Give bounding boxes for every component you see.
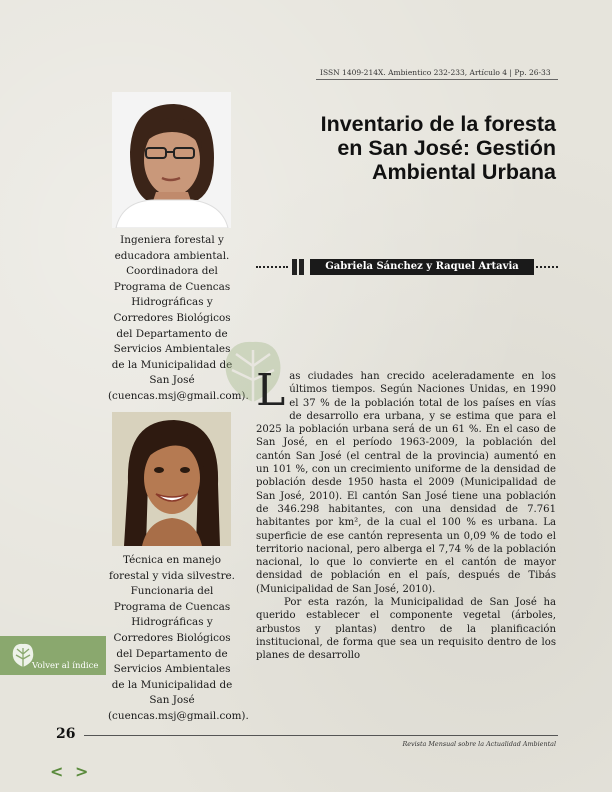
article-title <box>256 112 556 184</box>
author-names: Gabriela Sánchez y Raquel Artavia <box>310 259 534 275</box>
issn-header: ISSN 1409-214X. Ambientico 232-233, Artículo 4 | Pp. 26-33 <box>320 68 551 77</box>
dotted-rule-left <box>256 266 288 268</box>
author-bio-2: Técnica en manejo forestal y vida silvestre. Funcionaria del Programa de Cuencas Hidrográficas y Corredores Biológicos del Departamento de Servicios Ambientales de la Municipalidad de San José (cuencas.msj@gmail.com). <box>108 554 249 722</box>
title-line-3: Ambiental Urbana <box>372 160 556 184</box>
drop-cap: L <box>256 365 286 416</box>
dotted-rule-right <box>536 266 558 268</box>
header-rule <box>316 79 558 80</box>
journal-name: Revista Mensual sobre la Actualidad Ambiental <box>402 740 556 748</box>
author-bar <box>256 259 558 275</box>
paragraph-1 <box>256 365 556 596</box>
title-line-2: en San José: Gestión <box>337 136 556 160</box>
prev-page-button[interactable]: < <box>50 762 64 781</box>
author-photo-1 <box>112 92 231 228</box>
title-line-1: Inventario de la foresta <box>320 112 556 136</box>
page-number: 26 <box>56 726 76 742</box>
next-page-button[interactable]: > <box>74 762 89 781</box>
author-photo-2 <box>112 412 231 546</box>
page-navigation <box>50 762 94 781</box>
paragraph-2: Por esta razón, la Municipalidad de San José ha querido establecer el componente vegetal (árboles, arbustos y plantas) dentro de la planificación institucional, de forma que sea un requisito dentro de los planes de desarrollo <box>256 597 556 662</box>
article-body <box>256 365 556 663</box>
back-to-index-label: Volver al índice <box>32 661 99 671</box>
bar-ornament <box>292 259 306 275</box>
footer-rule <box>84 735 558 736</box>
author-bio-1: Ingeniera forestal y educadora ambiental. Coordinadora del Programa de Cuencas Hidrográficas y Corredores Biológicos del Departamento de Servicios Ambientales de la Municipalidad de San José (cuencas.msj@gmail.com). <box>108 234 249 402</box>
back-to-index-button[interactable] <box>0 636 106 675</box>
paragraph-1-text: as ciudades han crecido aceleradamente en los últimos tiempos. Según Naciones Unidas, en 1990 el 37 % de la población total de los países en vías de desarrollo era urbana, y se estima que para el 2025 la población urbana será de un 61 %. En el caso de San José, en el período 1963-2009, la población del cantón San José (el central de la provincia) aumentó en un 101 %, con un crecimiento uniforme de la densidad de población desde 1950 hasta el 2009 (Municipalidad de San José, 2010). El cantón San José tiene una población de 346.298 habitantes, con una densidad de 7.761 habitantes por km², de la cual el 100 % es urbana. La superficie de ese cantón representa un 0,09 % de todo el territorio nacional, pero alberga el 7,74 % de la población nacional, lo que lo convierte en el cantón de mayor densidad de población en el país, después de Tibás (Municipalidad de San José, 2010). <box>256 371 556 595</box>
